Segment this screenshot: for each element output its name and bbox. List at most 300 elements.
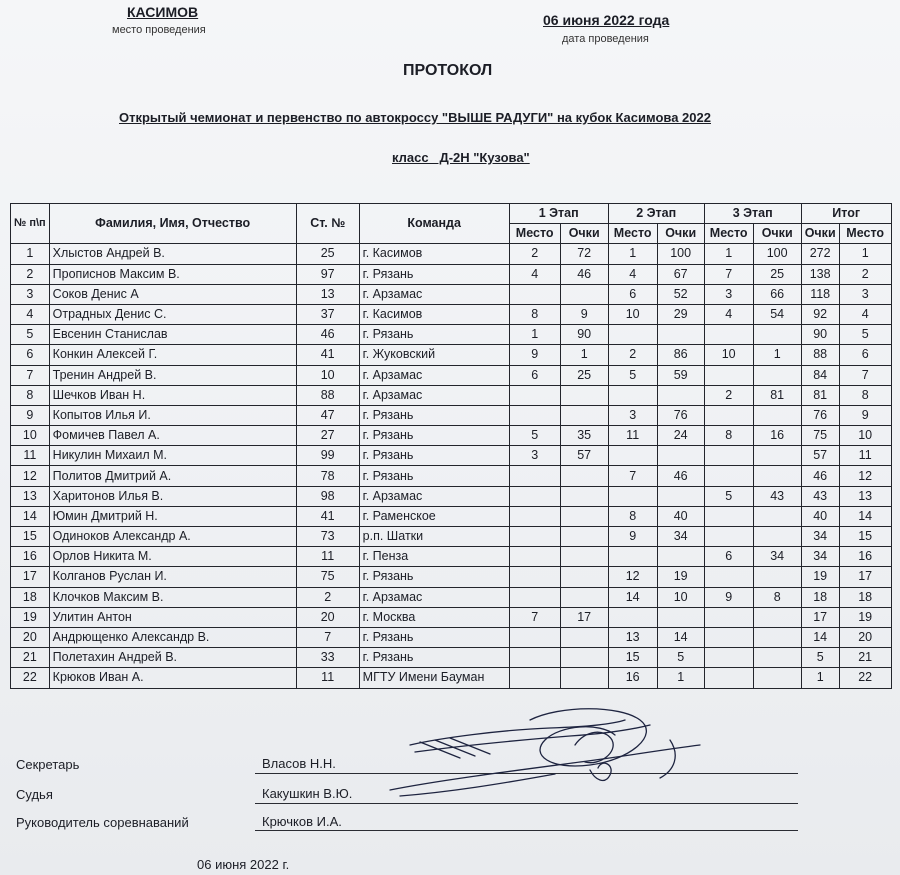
stage2-place: 11 [608,426,657,446]
subheader-place: Место [509,224,560,244]
row-number: 12 [11,466,50,486]
stage1-points [560,486,608,506]
final-place: 4 [839,304,891,324]
stage1-points [560,466,608,486]
director-name: Крючков И.А. [262,814,342,829]
total-points: 46 [801,466,839,486]
participant-name: Шечков Иван Н. [49,385,296,405]
team-name: г. Арзамас [359,284,509,304]
subheader-points: Очки [801,224,839,244]
final-place: 17 [839,567,891,587]
final-place: 20 [839,627,891,647]
team-name: г. Рязань [359,325,509,345]
stage1-place [509,527,560,547]
total-points: 88 [801,345,839,365]
event-date: 06 июня 2022 года [543,12,670,28]
stage3-place [704,567,753,587]
stage3-points: 81 [753,385,801,405]
final-place: 12 [839,466,891,486]
stage1-points [560,648,608,668]
row-number: 5 [11,325,50,345]
stage2-points [657,385,704,405]
stage2-place [608,385,657,405]
table-row [11,405,892,425]
table-row [11,567,892,587]
stage3-points [753,648,801,668]
stage2-points: 86 [657,345,704,365]
date-caption: дата проведения [562,33,649,45]
participant-name: Клочков Максим В. [49,587,296,607]
stage1-place [509,668,560,688]
stage2-points: 46 [657,466,704,486]
stage2-place: 15 [608,648,657,668]
stage3-place: 1 [704,244,753,264]
row-number: 18 [11,587,50,607]
stage1-points: 72 [560,244,608,264]
stage3-points: 43 [753,486,801,506]
team-name: г. Касимов [359,304,509,324]
stage3-place: 4 [704,304,753,324]
stage3-points: 66 [753,284,801,304]
total-points: 84 [801,365,839,385]
stage3-place: 8 [704,426,753,446]
stage3-points [753,466,801,486]
stage2-points [657,486,704,506]
stage2-place: 10 [608,304,657,324]
stage1-points [560,385,608,405]
start-number: 7 [296,627,359,647]
table-row [11,466,892,486]
judge-name: Какушкин В.Ю. [262,786,353,801]
stage2-points: 100 [657,244,704,264]
start-number: 75 [296,567,359,587]
participant-name: Отрадных Денис С. [49,304,296,324]
team-name: г. Москва [359,607,509,627]
row-number: 10 [11,426,50,446]
secretary-label: Секретарь [16,757,80,772]
stage3-place [704,668,753,688]
total-points: 1 [801,668,839,688]
stage2-place: 1 [608,244,657,264]
stage1-place: 7 [509,607,560,627]
start-number: 41 [296,345,359,365]
start-number: 11 [296,547,359,567]
col-header-team: Команда [359,204,509,244]
subheader-place: Место [608,224,657,244]
event-name: Открытый чемионат и первенство по автокроссу "ВЫШЕ РАДУГИ" на кубок Касимова 2022 [119,110,711,125]
table-row [11,345,892,365]
stage2-points: 5 [657,648,704,668]
stage1-place [509,506,560,526]
stage3-points: 54 [753,304,801,324]
stage1-points [560,547,608,567]
stage3-place: 2 [704,385,753,405]
final-place: 22 [839,668,891,688]
stage1-place: 2 [509,244,560,264]
table-row [11,325,892,345]
stage2-points: 59 [657,365,704,385]
team-name: г. Рязань [359,446,509,466]
stage3-points: 16 [753,426,801,446]
stage3-place [704,405,753,425]
total-points: 272 [801,244,839,264]
stage3-points [753,567,801,587]
stage3-place [704,607,753,627]
stage1-place: 3 [509,446,560,466]
stage2-points: 24 [657,426,704,446]
subheader-place: Место [704,224,753,244]
total-points: 40 [801,506,839,526]
stage2-place: 16 [608,668,657,688]
table-row [11,668,892,688]
page-title: ПРОТОКОЛ [403,62,493,79]
participant-name: Улитин Антон [49,607,296,627]
team-name: г. Рязань [359,264,509,284]
participant-name: Крюков Иван А. [49,668,296,688]
total-points: 57 [801,446,839,466]
team-name: г. Арзамас [359,385,509,405]
total-points: 75 [801,426,839,446]
stage2-points: 10 [657,587,704,607]
stage2-place: 13 [608,627,657,647]
participant-name: Никулин Михаил М. [49,446,296,466]
participant-name: Прописнов Максим В. [49,264,296,284]
start-number: 20 [296,607,359,627]
stage1-points [560,668,608,688]
participant-name: Тренин Андрей В. [49,365,296,385]
col-header-total: Итог [801,204,891,224]
stage2-place: 6 [608,284,657,304]
table-row [11,426,892,446]
row-number: 1 [11,244,50,264]
start-number: 13 [296,284,359,304]
stage3-points: 100 [753,244,801,264]
start-number: 98 [296,486,359,506]
final-place: 16 [839,547,891,567]
row-number: 14 [11,506,50,526]
row-number: 20 [11,627,50,647]
final-place: 7 [839,365,891,385]
total-points: 17 [801,607,839,627]
stage1-place [509,648,560,668]
start-number: 97 [296,264,359,284]
team-name: МГТУ Имени Бауман [359,668,509,688]
stage2-points: 29 [657,304,704,324]
start-number: 41 [296,506,359,526]
stage1-points [560,506,608,526]
total-points: 92 [801,304,839,324]
stage1-points [560,587,608,607]
total-points: 118 [801,284,839,304]
table-row [11,648,892,668]
subheader-points: Очки [753,224,801,244]
participant-name: Андрющенко Александр В. [49,627,296,647]
table-row [11,486,892,506]
participant-name: Хлыстов Андрей В. [49,244,296,264]
participant-name: Харитонов Илья В. [49,486,296,506]
total-points: 43 [801,486,839,506]
stage2-place [608,486,657,506]
stage3-points: 34 [753,547,801,567]
total-points: 90 [801,325,839,345]
final-place: 14 [839,506,891,526]
team-name: г. Арзамас [359,486,509,506]
participant-name: Политов Дмитрий А. [49,466,296,486]
row-number: 21 [11,648,50,668]
start-number: 47 [296,405,359,425]
stage2-points [657,607,704,627]
participant-name: Евсенин Станислав [49,325,296,345]
final-place: 1 [839,244,891,264]
stage3-points [753,627,801,647]
footer-date: 06 июня 2022 г. [197,857,290,872]
stage1-points: 25 [560,365,608,385]
col-header-start-number: Ст. № [296,204,359,244]
stage3-place [704,446,753,466]
stage1-place: 6 [509,365,560,385]
row-number: 7 [11,365,50,385]
stage1-place: 1 [509,325,560,345]
table-row [11,446,892,466]
stage2-place: 2 [608,345,657,365]
stage3-points [753,527,801,547]
table-row [11,547,892,567]
final-place: 21 [839,648,891,668]
start-number: 37 [296,304,359,324]
results-table [10,203,892,689]
team-name: р.п. Шатки [359,527,509,547]
stage2-place: 3 [608,405,657,425]
stage2-points: 1 [657,668,704,688]
stage1-place: 8 [509,304,560,324]
team-name: г. Рязань [359,648,509,668]
stage3-points [753,325,801,345]
total-points: 34 [801,547,839,567]
stage3-place [704,627,753,647]
participant-name: Колганов Руслан И. [49,567,296,587]
participant-name: Конкин Алексей Г. [49,345,296,365]
total-points: 18 [801,587,839,607]
row-number: 8 [11,385,50,405]
final-place: 13 [839,486,891,506]
stage2-place: 5 [608,365,657,385]
total-points: 34 [801,527,839,547]
stage3-place [704,527,753,547]
row-number: 22 [11,668,50,688]
final-place: 11 [839,446,891,466]
stage3-place [704,648,753,668]
stage2-points: 40 [657,506,704,526]
row-number: 2 [11,264,50,284]
stage1-place: 9 [509,345,560,365]
stage2-points: 19 [657,567,704,587]
team-name: г. Рязань [359,627,509,647]
stage3-place [704,325,753,345]
stage1-place [509,405,560,425]
stage1-place [509,627,560,647]
final-place: 6 [839,345,891,365]
stage1-place [509,567,560,587]
stage2-place [608,325,657,345]
class-line: класс Д-2Н "Кузова" [392,150,530,165]
team-name: г. Арзамас [359,365,509,385]
col-header-number: № п\п [11,204,50,244]
judge-label: Судья [16,787,53,802]
table-row [11,506,892,526]
start-number: 88 [296,385,359,405]
team-name: г. Рязань [359,426,509,446]
stage3-points [753,446,801,466]
start-number: 27 [296,426,359,446]
team-name: г. Рязань [359,405,509,425]
final-place: 5 [839,325,891,345]
stage2-points: 14 [657,627,704,647]
table-row [11,527,892,547]
stage1-points [560,284,608,304]
stage3-place [704,506,753,526]
participant-name: Полетахин Андрей В. [49,648,296,668]
table-row [11,385,892,405]
final-place: 19 [839,607,891,627]
stage3-place: 9 [704,587,753,607]
stage1-points: 17 [560,607,608,627]
table-row [11,244,892,264]
final-place: 2 [839,264,891,284]
stage3-place [704,365,753,385]
stage3-points: 25 [753,264,801,284]
team-name: г. Жуковский [359,345,509,365]
stage1-points [560,627,608,647]
stage3-place: 6 [704,547,753,567]
row-number: 15 [11,527,50,547]
stage3-place: 3 [704,284,753,304]
director-line [255,830,798,831]
start-number: 33 [296,648,359,668]
stage2-place: 14 [608,587,657,607]
table-row [11,304,892,324]
director-label: Руководитель соревнаваний [16,815,189,830]
stage3-points: 8 [753,587,801,607]
stage2-place: 7 [608,466,657,486]
stage1-points [560,567,608,587]
handwritten-signature [380,700,710,810]
stage3-place [704,466,753,486]
stage1-place [509,466,560,486]
team-name: г. Касимов [359,244,509,264]
stage1-points [560,527,608,547]
start-number: 73 [296,527,359,547]
total-points: 5 [801,648,839,668]
stage1-place: 5 [509,426,560,446]
col-header-stage1: 1 Этап [509,204,608,224]
stage3-place: 10 [704,345,753,365]
final-place: 9 [839,405,891,425]
start-number: 99 [296,446,359,466]
final-place: 10 [839,426,891,446]
start-number: 11 [296,668,359,688]
stage3-points [753,506,801,526]
stage2-points: 76 [657,405,704,425]
stage3-points [753,607,801,627]
stage3-points [753,405,801,425]
total-points: 138 [801,264,839,284]
subheader-points: Очки [560,224,608,244]
subheader-place: Место [839,224,891,244]
col-header-name: Фамилия, Имя, Отчество [49,204,296,244]
stage1-place [509,385,560,405]
stage3-place: 5 [704,486,753,506]
venue: КАСИМОВ [127,4,199,20]
row-number: 11 [11,446,50,466]
table-row [11,627,892,647]
start-number: 2 [296,587,359,607]
stage2-place [608,547,657,567]
final-place: 8 [839,385,891,405]
stage2-points: 67 [657,264,704,284]
team-name: г. Пенза [359,547,509,567]
col-header-stage2: 2 Этап [608,204,704,224]
total-points: 81 [801,385,839,405]
stage2-points [657,446,704,466]
row-number: 9 [11,405,50,425]
final-place: 15 [839,527,891,547]
participant-name: Юмин Дмитрий Н. [49,506,296,526]
team-name: г. Рязань [359,567,509,587]
stage2-points: 52 [657,284,704,304]
table-row [11,607,892,627]
stage3-place: 7 [704,264,753,284]
stage1-place [509,547,560,567]
start-number: 78 [296,466,359,486]
venue-caption: место проведения [112,24,206,36]
participant-name: Копытов Илья И. [49,405,296,425]
participant-name: Фомичев Павел А. [49,426,296,446]
stage2-place: 8 [608,506,657,526]
stage3-points: 1 [753,345,801,365]
total-points: 19 [801,567,839,587]
participant-name: Орлов Никита М. [49,547,296,567]
stage1-points: 90 [560,325,608,345]
start-number: 10 [296,365,359,385]
stage1-points: 57 [560,446,608,466]
team-name: г. Раменское [359,506,509,526]
stage3-points [753,668,801,688]
final-place: 3 [839,284,891,304]
row-number: 4 [11,304,50,324]
row-number: 6 [11,345,50,365]
final-place: 18 [839,587,891,607]
col-header-stage3: 3 Этап [704,204,801,224]
table-row [11,587,892,607]
stage1-points: 1 [560,345,608,365]
row-number: 3 [11,284,50,304]
start-number: 25 [296,244,359,264]
subheader-points: Очки [657,224,704,244]
secretary-name: Власов Н.Н. [262,756,336,771]
stage1-place [509,486,560,506]
stage2-place [608,607,657,627]
table-row [11,264,892,284]
participant-name: Одиноков Александр А. [49,527,296,547]
stage3-points [753,365,801,385]
row-number: 13 [11,486,50,506]
stage2-place: 12 [608,567,657,587]
stage1-place [509,587,560,607]
stage1-place [509,284,560,304]
results-body [11,244,892,688]
row-number: 19 [11,607,50,627]
stage2-points [657,325,704,345]
